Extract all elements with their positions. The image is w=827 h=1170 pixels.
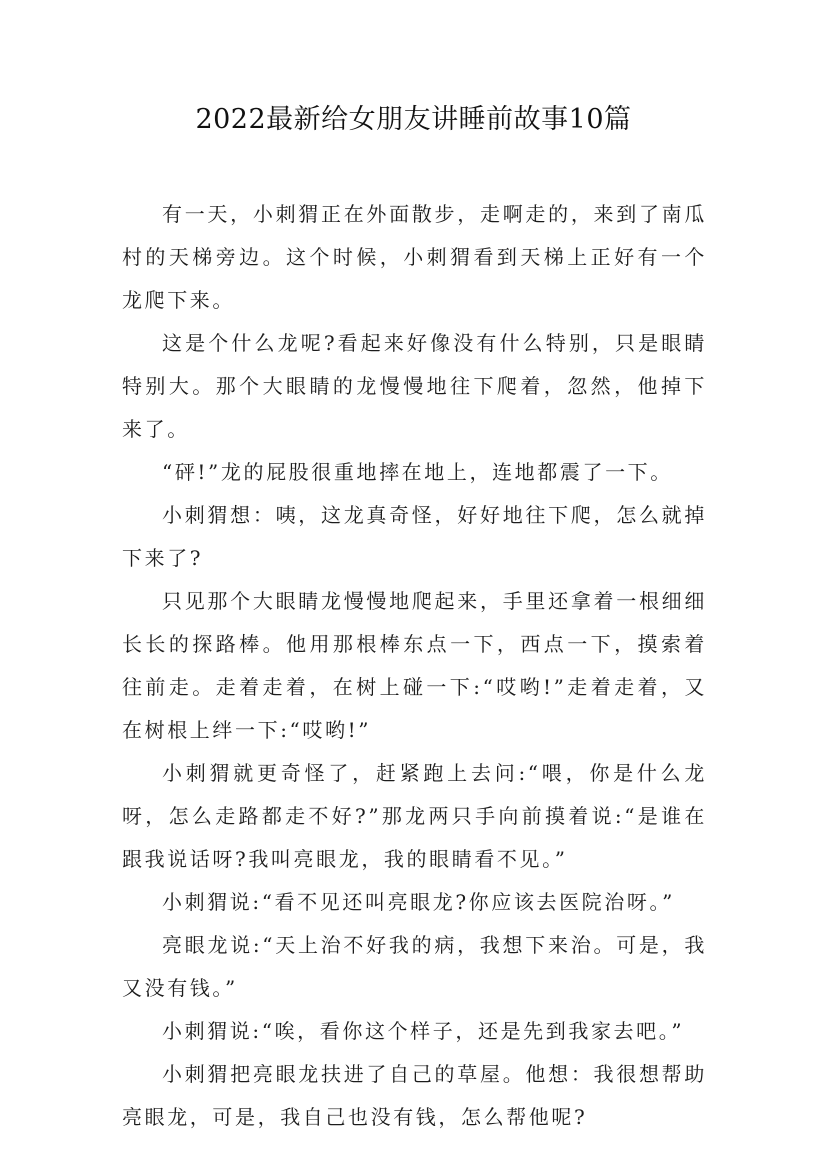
story-body [122, 193, 707, 1139]
paragraph-4: 小刺猬想：咦，这龙真奇怪，好好地往下爬，怎么就掉下来了? [122, 503, 707, 570]
document-title: 2022最新给女朋友讲睡前故事10篇 [195, 104, 632, 135]
paragraph-2: 这是个什么龙呢?看起来好像没有什么特别，只是眼睛特别大。那个大眼睛的龙慢慢地往下爬着，忽然，他掉下来了。 [122, 331, 707, 441]
paragraph-10: 小刺猬把亮眼龙扶进了自己的草屋。他想：我很想帮助亮眼龙，可是，我自己也没有钱，怎么帮他呢? [122, 1062, 707, 1129]
paragraph-3: “砰!”龙的屁股很重地摔在地上，连地都震了一下。 [162, 460, 673, 484]
paragraph-1: 有一天，小刺猬正在外面散步，走啊走的，来到了南瓜村的天梯旁边。这个时候，小刺猬看到天梯上正好有一个龙爬下来。 [122, 202, 707, 312]
paragraph-5: 只见那个大眼睛龙慢慢地爬起来，手里还拿着一根细细长长的探路棒。他用那根棒东点一下，西点一下，摸索着往前走。走着走着，在树上碰一下:“哎哟!”走着走着，又在树根上绊一下:“哎哟!” [122, 589, 707, 742]
paragraph-8: 亮眼龙说:“天上治不好我的病，我想下来治。可是，我又没有钱。” [122, 933, 707, 1000]
paragraph-7: 小刺猬说:“看不见还叫亮眼龙?你应该去医院治呀。” [162, 890, 675, 914]
paragraph-9: 小刺猬说:“唉，看你这个样子，还是先到我家去吧。” [162, 1019, 685, 1043]
paragraph-6: 小刺猬就更奇怪了，赶紧跑上去问:“喂，你是什么龙呀，怎么走路都走不好?”那龙两只手向前摸着说:“是谁在跟我说话呀?我叫亮眼龙，我的眼睛看不见。” [122, 761, 707, 871]
